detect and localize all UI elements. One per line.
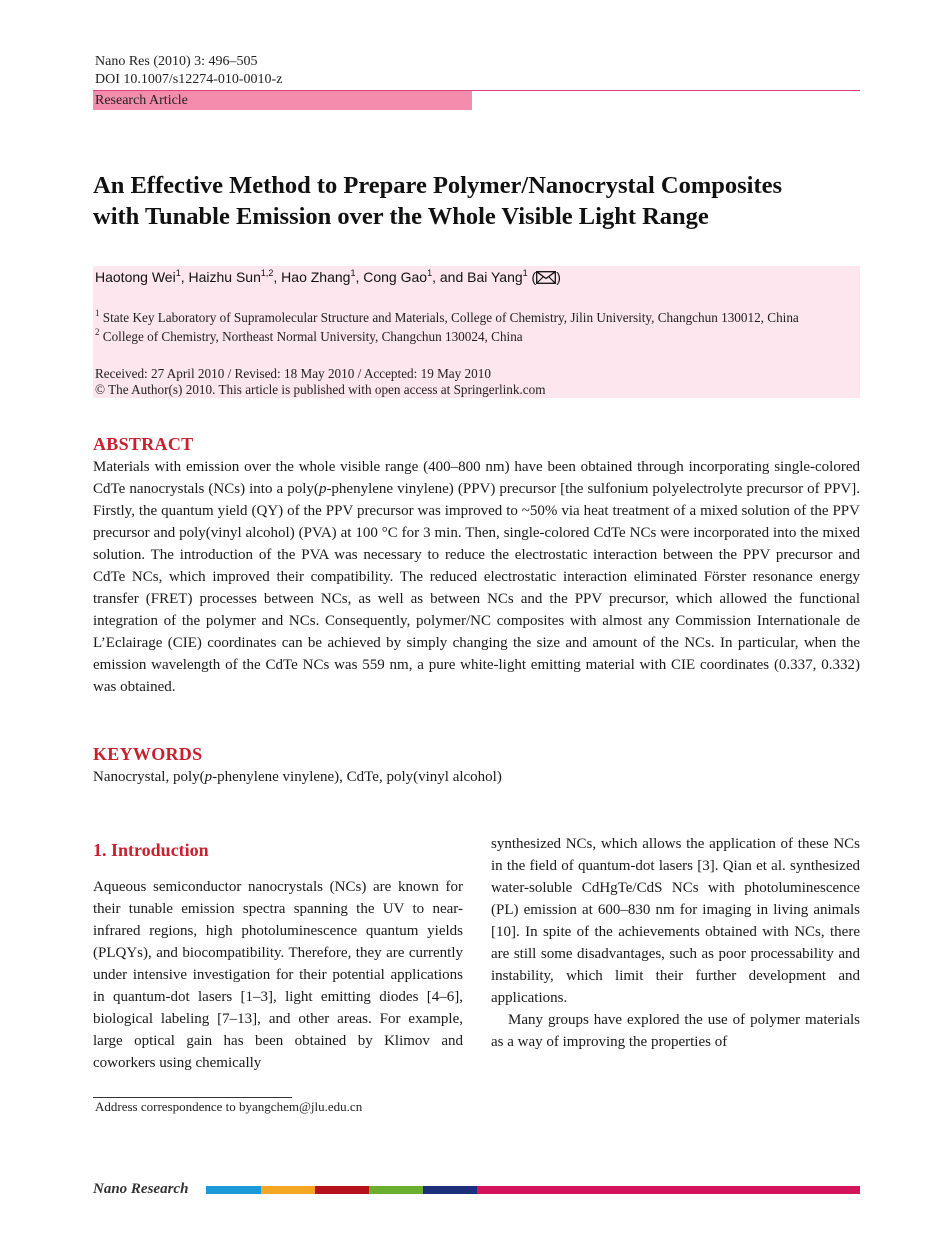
copyright-notice: © The Author(s) 2010. This article is published with open access at Springerlink.com xyxy=(95,382,546,397)
footer-brand-logo: Nano Research xyxy=(93,1181,189,1197)
envelope-icon[interactable] xyxy=(536,271,556,284)
title-line-1: An Effective Method to Prepare Polymer/Nanocrystal Composites xyxy=(93,172,783,199)
author-affiliation: 1 xyxy=(522,268,528,278)
author-affiliation: 1 xyxy=(175,268,181,278)
author-name: Haotong Wei xyxy=(95,269,176,285)
author-affiliation: 1 xyxy=(350,268,356,278)
correspondence-footnote: Address correspondence to byangchem@jlu.edu.cn xyxy=(95,1099,363,1114)
abstract-heading: ABSTRACT xyxy=(93,434,194,454)
article-type: Research Article xyxy=(95,93,188,108)
intro-paragraph: synthesized NCs, which allows the application of these NCs in the field of quantum-dot lasers [3]. Qian et al. synthesized water-soluble CdHgTe/CdS NCs with photoluminescence (PL) emission at 600–830 nm for imaging in living animals [10]. In spite of the achievements obtained with NCs, there are still some disadvantages, such as poor processability and instability, which limit their further development and applications. xyxy=(491,836,860,1006)
author-affiliation: 1,2 xyxy=(260,268,274,278)
affiliation-2: $^2$ College of Chemistry, Northeast Normal University, Changchun 130024, China xyxy=(95,327,523,344)
author-name: Haizhu Sun xyxy=(188,269,261,285)
author-name: Cong Gao xyxy=(363,269,428,285)
author-name: Hao Zhang xyxy=(281,269,351,285)
doi[interactable]: DOI 10.1007/s12274-010-0010-z xyxy=(95,72,283,87)
keywords-heading: KEYWORDS xyxy=(93,744,203,764)
keywords-text: Nanocrystal, poly(p-phenylene vinylene), CdTe, poly(vinyl alcohol) xyxy=(93,769,502,785)
intro-column-right xyxy=(491,833,860,1053)
introduction-heading: 1. Introduction xyxy=(93,840,209,860)
intro-column-left: Aqueous semiconductor nanocrystals (NCs) are known for their tunable emission spectra spanning the UV to near-infrared regions, high photoluminescence quantum yields (PLQYs), and biocompatibility. Therefore, they are currently under intensive investigation for their potential applications in quantum-dot lasers [1–3], light emitting diodes [4–6], biological labeling [7–13], and other areas. For example, large optical gain has been obtained by Klimov and coworkers using chemically xyxy=(93,879,463,1071)
received-dates: Received: 27 April 2010 / Revised: 18 May 2010 / Accepted: 19 May 2010 xyxy=(95,366,491,381)
footer-stripe-orange xyxy=(261,1186,315,1194)
journal-citation: Nano Res (2010) 3: 496–505 xyxy=(95,54,258,69)
author-name: Bai Yang xyxy=(467,269,523,285)
footer-stripe-green xyxy=(369,1186,423,1194)
paper-title xyxy=(93,170,883,232)
footer-stripe-magenta xyxy=(477,1186,860,1194)
author-list: Haotong Wei$^1$, Haizhu Sun$^{1,2}$, Hao Zhang$^1$, Cong Gao$^1$, and Bai Yang$^1$ ( ) xyxy=(95,268,561,285)
affiliation-1: $^1$ State Key Laboratory of Supramolecular Structure and Materials, College of Chemistry, Jilin University, Changchun 130012, China xyxy=(95,308,799,325)
footer-stripe-red xyxy=(315,1186,369,1194)
author-affiliation: 1 xyxy=(427,268,433,278)
intro-paragraph: Many groups have explored the use of polymer materials as a way of improving the properties of xyxy=(491,1012,860,1050)
abstract-text: Materials with emission over the whole visible range (400–800 nm) have been obtained through incorporating single-colored CdTe nanocrystals (NCs) into a poly(p-phenylene vinylene) (PPV) precursor [the sulfonium polyelectrolyte precursor of PPV]. Firstly, the quantum yield (QY) of the PPV precursor was improved to ~50% via heat treatment of a mixed solution of the PPV precursor and poly(vinyl alcohol) (PVA) at 100 °C for 3 min. Then, single-colored CdTe NCs were incorporated into the mixed solution. The introduction of the PVA was necessary to reduce the electrostatic interaction between the PPV precursor and CdTe NCs, which improved their compatibility. The reduced electrostatic interaction eliminated Förster resonance energy transfer (FRET) processes between NCs, as well as between NCs and the PPV precursor, which allowed the functional integration of the polymer and NCs. Consequently, polymer/NC composites with almost any Commission Internationale de L’Eclairage (CIE) coordinates can be achieved by simply changing the size and amount of the NCs. In particular, when the emission wavelength of the CdTe NCs was 559 nm, a pure white-light emitting material with CIE coordinates (0.337, 0.332) was obtained. xyxy=(93,459,861,695)
footer-stripe-blue xyxy=(206,1186,261,1194)
title-line-2: with Tunable Emission over the Whole Visible Light Range xyxy=(93,203,709,230)
footer-stripe-navy xyxy=(423,1186,477,1194)
